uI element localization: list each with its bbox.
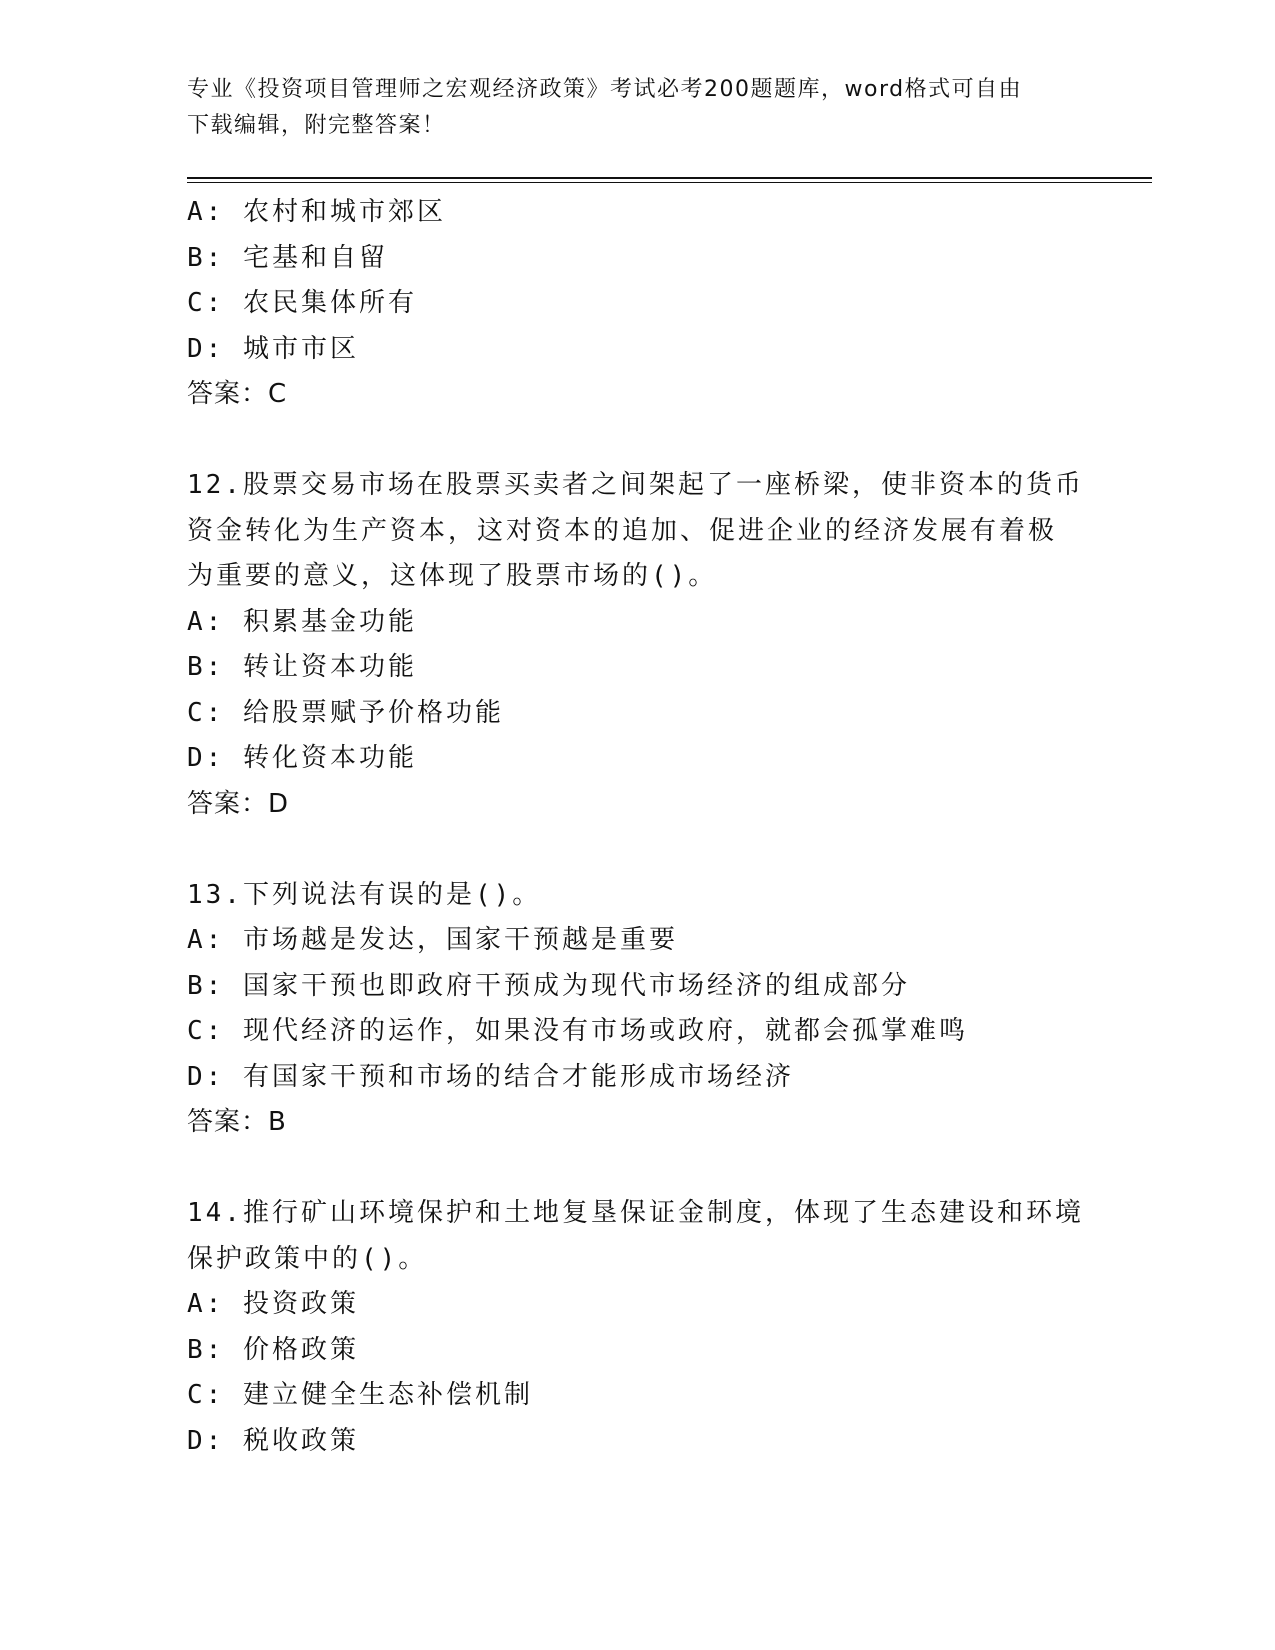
answer-line: 答案：D bbox=[187, 788, 290, 819]
question-13 bbox=[187, 873, 1137, 1146]
question-stem-line-2: 资金转化为生产资本，这对资本的追加、促进企业的经济发展有着极 bbox=[187, 515, 1058, 546]
question-stem-line-1: 13.下列说法有误的是()。 bbox=[187, 879, 542, 910]
question-list bbox=[187, 190, 1137, 1464]
spacer bbox=[187, 1146, 1137, 1192]
spacer bbox=[187, 827, 1137, 873]
option-c: C: 给股票赋予价格功能 bbox=[187, 697, 504, 728]
option-b: B: 宅基和自留 bbox=[187, 242, 388, 273]
option-a: A: 投资政策 bbox=[187, 1289, 359, 1319]
option-d: D: 税收政策 bbox=[187, 1425, 359, 1456]
option-a: A: 积累基金功能 bbox=[187, 606, 417, 637]
question-stem-line-2: 保护政策中的()。 bbox=[187, 1243, 428, 1274]
answer-line: 答案：B bbox=[187, 1107, 287, 1137]
question-stem-line-1: 14.推行矿山环境保护和土地复垦保证金制度，体现了生态建设和环境 bbox=[187, 1198, 1084, 1228]
option-b: B: 转让资本功能 bbox=[187, 652, 417, 682]
question-stem-line-3: 为重要的意义，这体现了股票市场的()。 bbox=[187, 561, 718, 591]
header-divider-thick bbox=[187, 177, 1152, 179]
answer-line: 答案：C bbox=[187, 379, 288, 409]
question-12 bbox=[187, 463, 1137, 827]
header-line-2: 下载编辑，附完整答案！ bbox=[187, 113, 446, 138]
header-line-1: 专业《投资项目管理师之宏观经济政策》考试必考200题题库，word格式可自由 bbox=[187, 77, 1023, 102]
spacer bbox=[187, 418, 1137, 464]
option-c: C: 现代经济的运作，如果没有市场或政府，就都会孤掌难鸣 bbox=[187, 1016, 968, 1046]
option-c: C: 建立健全生态补偿机制 bbox=[187, 1380, 533, 1410]
question-14 bbox=[187, 1191, 1137, 1464]
header-divider-thin bbox=[187, 182, 1152, 183]
option-a: A: 农村和城市郊区 bbox=[187, 197, 446, 227]
option-b: B: 国家干预也即政府干预成为现代市场经济的组成部分 bbox=[187, 970, 910, 1001]
question-11 bbox=[187, 190, 1137, 418]
option-d: D: 有国家干预和市场的结合才能形成市场经济 bbox=[187, 1061, 794, 1092]
option-c: C: 农民集体所有 bbox=[187, 288, 417, 318]
option-d: D: 城市市区 bbox=[187, 333, 359, 364]
document-header bbox=[187, 72, 1087, 144]
option-a: A: 市场越是发达，国家干预越是重要 bbox=[187, 925, 678, 955]
question-stem-line-1: 12.股票交易市场在股票买卖者之间架起了一座桥梁，使非资本的货币 bbox=[187, 470, 1084, 500]
option-b: B: 价格政策 bbox=[187, 1334, 359, 1365]
option-d: D: 转化资本功能 bbox=[187, 743, 417, 773]
